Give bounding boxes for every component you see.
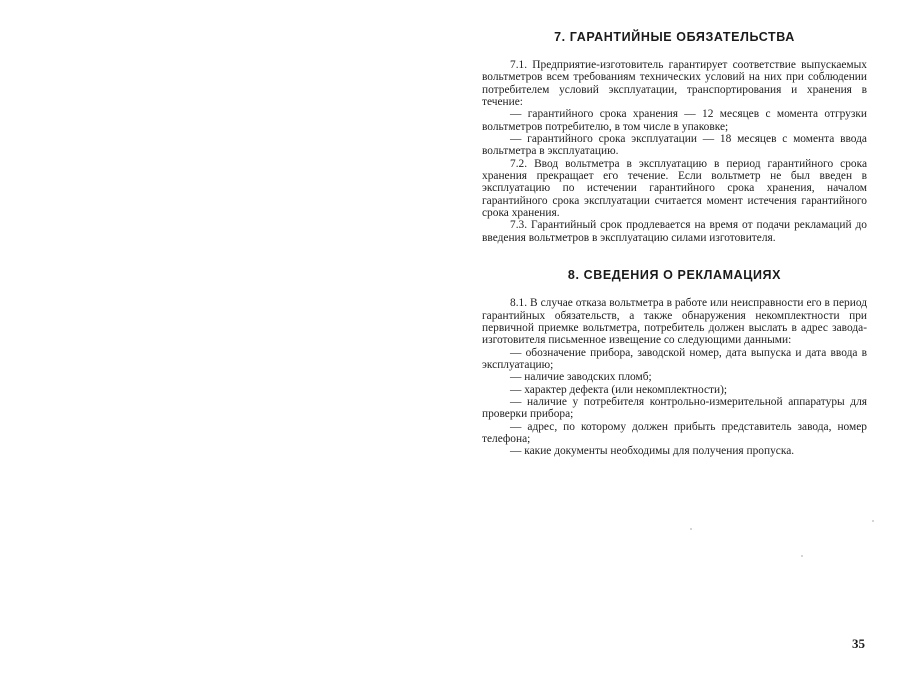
paper-speck [801, 555, 803, 557]
section-8-body [482, 297, 867, 457]
section-8-item-equipment: — наличие у потребителя контрольно-измерительной аппаратуры для проверки прибора; [482, 395, 867, 421]
paper-speck [872, 520, 874, 522]
section-7-item-storage-term: — гарантийного срока хранения — 12 месяцев с момента отгрузки вольтметров потребителю, в том числе в упаковке; [482, 108, 867, 133]
section-7-body [482, 59, 867, 244]
section-7-paragraph-1: 7.1. Предприятие-изготовитель гарантирует соответствие выпускаемых вольтметров всем требованиям технических условий на них при соблюдении потребителем условий эксплуатации, транспортирования и хранения в течение: [482, 59, 867, 109]
section-8-heading: 8. СВЕДЕНИЯ О РЕКЛАМАЦИЯХ [567, 268, 782, 283]
page-number: 35 [852, 636, 865, 651]
section-8-item-defect: — характер дефекта (или некомплектности); [510, 383, 728, 396]
paper-speck [690, 528, 692, 530]
section-8-item-address: — адрес, по которому должен прибыть представитель завода, номер телефона; [482, 420, 867, 445]
section-7-paragraph-3: 7.3. Гарантийный срок продлевается на время от подачи рекламаций до введения вольтметров в эксплуатацию силами изготовителя. [482, 219, 867, 244]
section-8-paragraph-1: 8.1. В случае отказа вольтметра в работе или неисправности его в период гарантийных обязательств, а также обнаружения некомплектности при первичной приемке вольтметра, потребитель должен выслать в адрес завода-изготовителя письменное извещение со следующими данными: [482, 297, 867, 347]
section-7-paragraph-2: 7.2. Ввод вольтметра в эксплуатацию в период гарантийного срока хранения прекращает его течение. Если вольтметр не был введен в эксплуатацию по истечении гарантийного срока хранения, началом гарантийного срока эксплуатации считается момент истечения гарантийного срока хранения. [482, 157, 867, 220]
section-8-item-documents: — какие документы необходимы для получения пропуска. [510, 445, 795, 458]
section-8-item-seals: — наличие заводских пломб; [510, 371, 652, 384]
text-column [482, 30, 867, 458]
section-7-item-operation-term: — гарантийного срока эксплуатации — 18 месяцев с момента ввода вольтметра в эксплуатацию. [482, 133, 867, 158]
section-7-heading: 7. ГАРАНТИЙНЫЕ ОБЯЗАТЕЛЬСТВА [554, 30, 795, 44]
section-8-item-designation: — обозначение прибора, заводской номер, дата выпуска и дата ввода в эксплуатацию; [482, 346, 867, 371]
